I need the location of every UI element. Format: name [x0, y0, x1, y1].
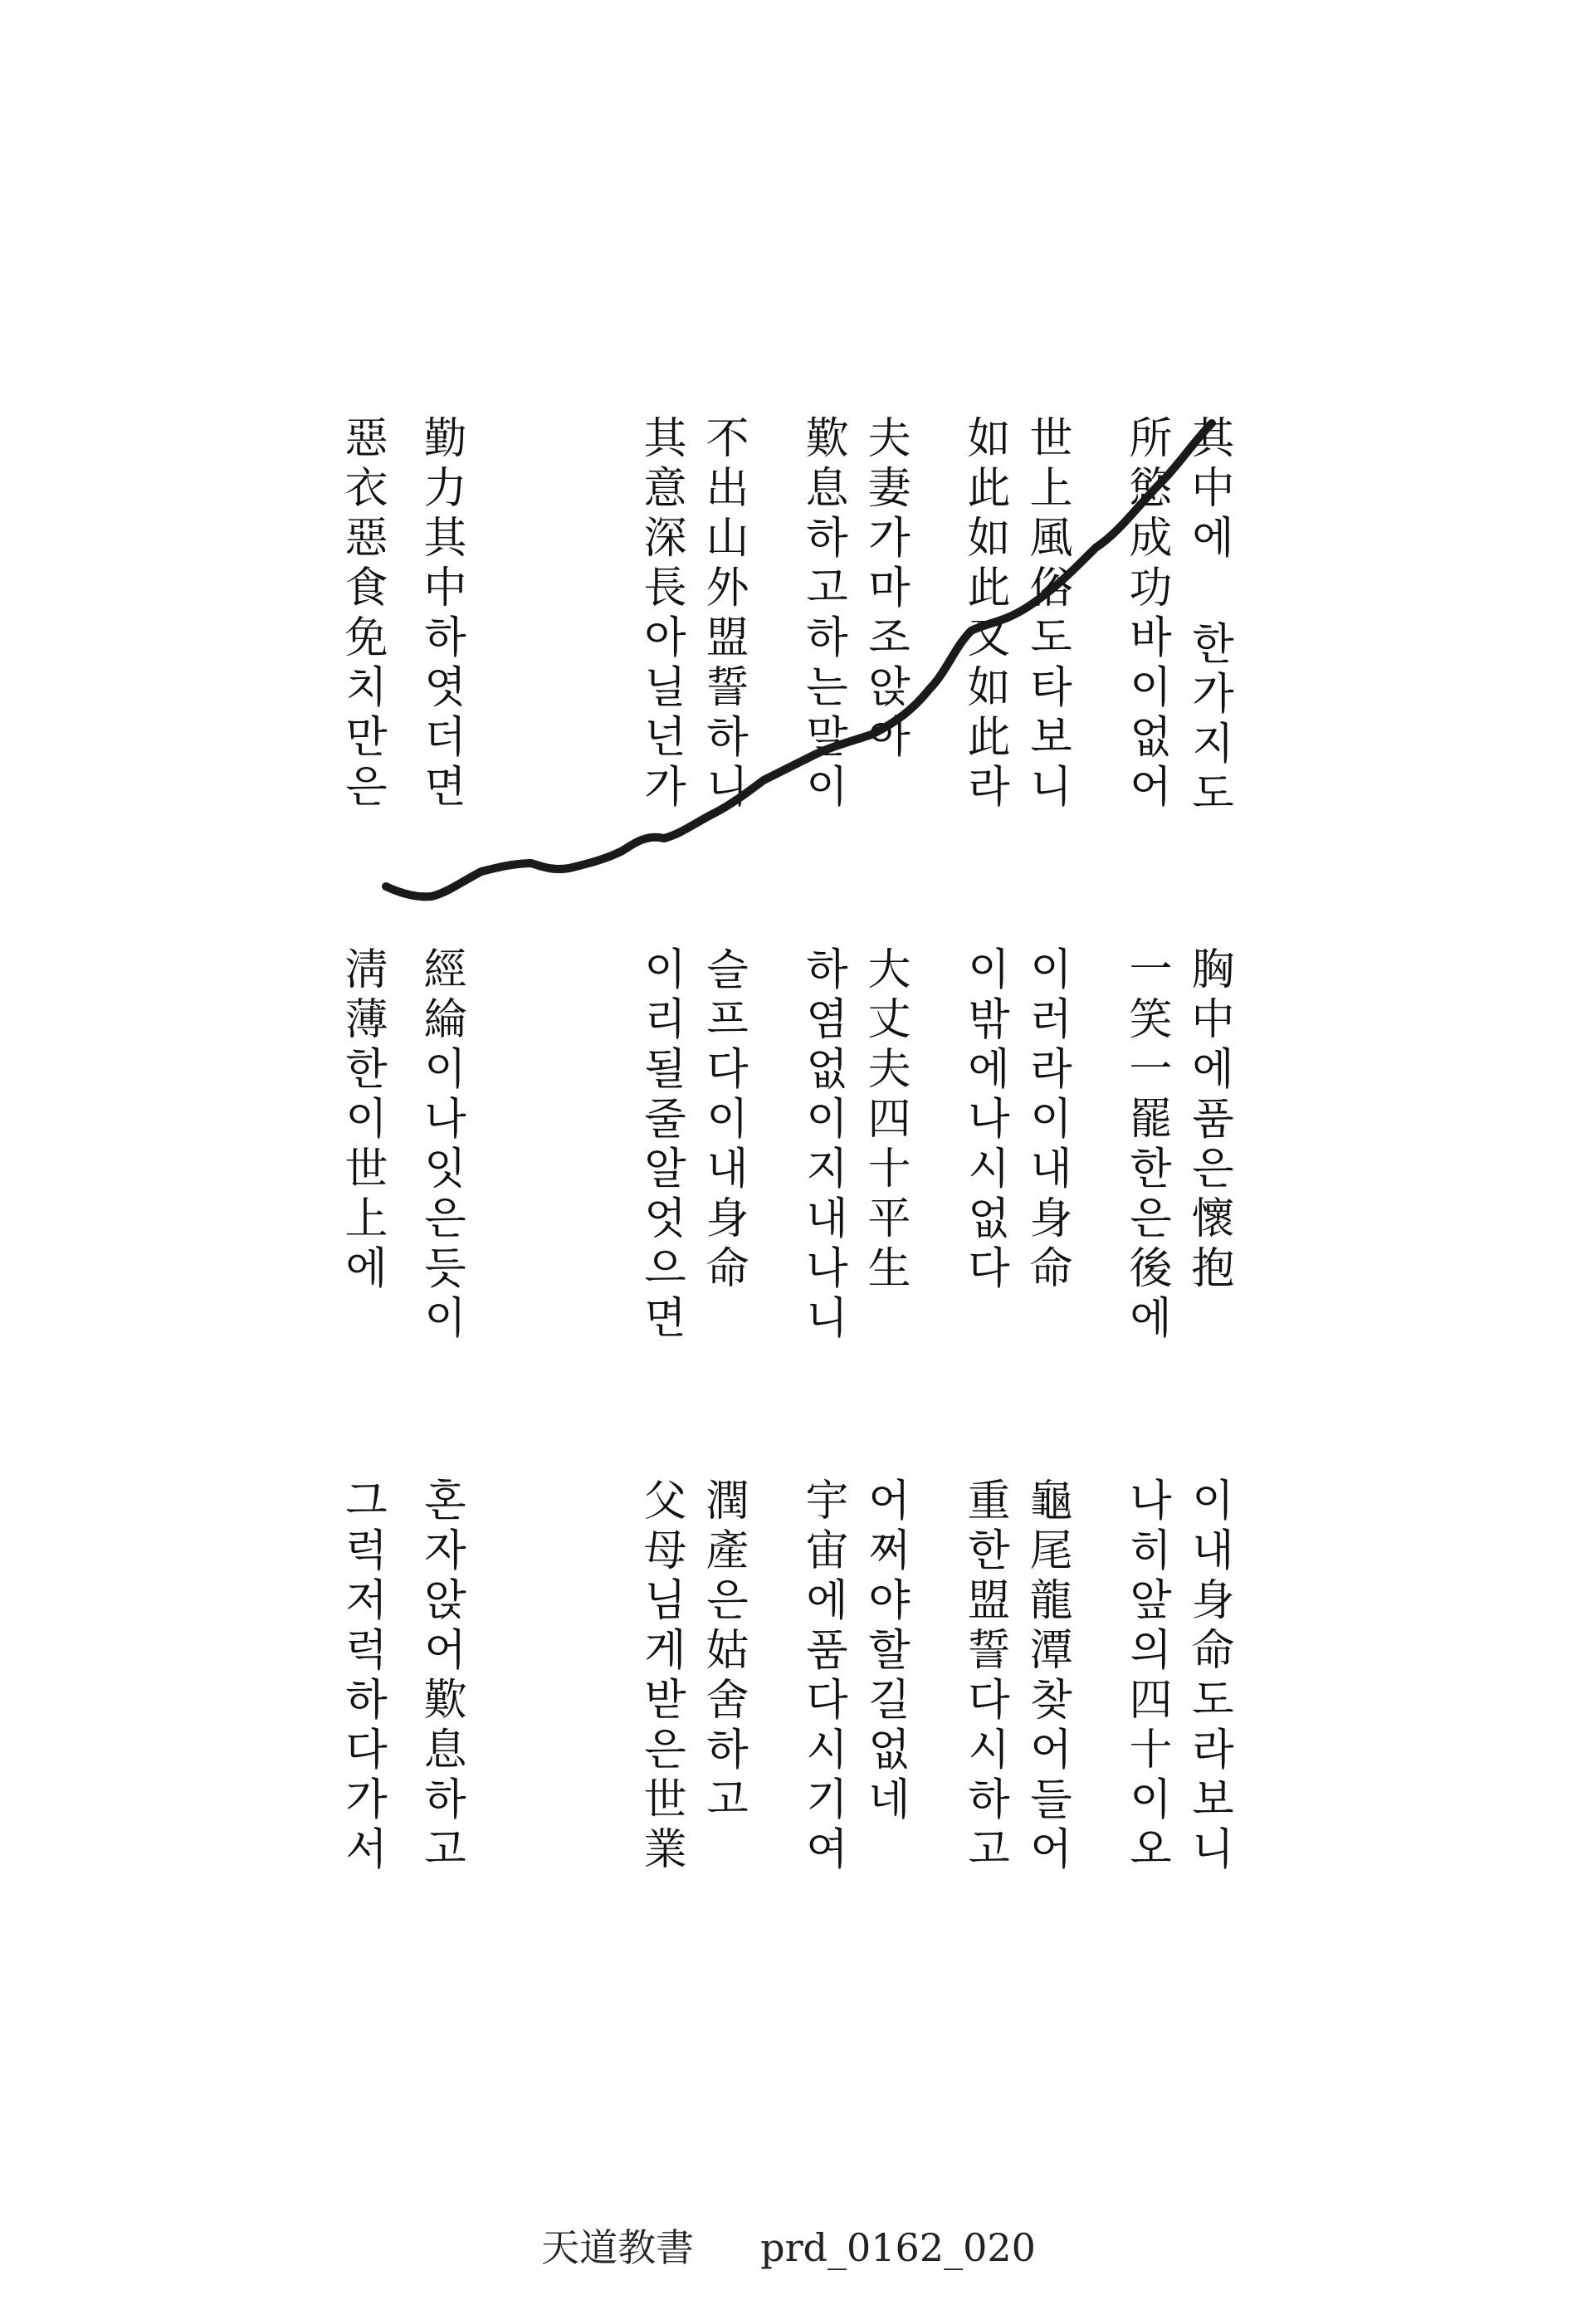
manuscript-column: 其意深長아닐넌가 [636, 415, 686, 813]
manuscript-column: 惡衣惡食免치만은 [337, 415, 387, 813]
manuscript-column: 父母님게받은世業 [636, 1477, 686, 1876]
page-footer [0, 2218, 1577, 2273]
manuscript-column: 이밖에나시없다 [959, 946, 1009, 1295]
manuscript-column: 歎息하고하는말이 [798, 415, 847, 813]
manuscript-column: 이리될줄알엇으면 [636, 946, 686, 1345]
manuscript-column: 나히앞의四十이오 [1121, 1477, 1171, 1876]
manuscript-column: 혼자앉어歎息하고 [416, 1477, 466, 1876]
manuscript-column: 이러라이내身命 [1022, 946, 1072, 1295]
manuscript-column: 經綸이나잇은듯이 [416, 946, 466, 1345]
manuscript-column: 大丈夫四十平生 [860, 946, 910, 1295]
page-identifier: prd_0162_020 [760, 2225, 1036, 2270]
text-block-2 [315, 946, 1270, 1411]
manuscript-column: 勤力其中하엿더면 [416, 415, 466, 813]
manuscript-column: 하염없이지내나니 [798, 946, 847, 1345]
scanned-manuscript [315, 415, 1270, 1950]
manuscript-column: 一笑一罷한은後에 [1121, 946, 1171, 1345]
manuscript-column: 世上風俗도타보니 [1022, 415, 1072, 813]
manuscript-column: 이내身命도라보니 [1184, 1477, 1233, 1876]
manuscript-column: 如此如此又如此라 [959, 415, 1009, 813]
manuscript-column: 不出山外盟誓하니 [698, 415, 748, 813]
manuscript-column: 淸薄한이世上에 [337, 946, 387, 1295]
manuscript-column: 그럭저럭하다가서 [337, 1477, 387, 1876]
manuscript-column: 夫妻가마조앉아 [860, 415, 910, 764]
text-block-3 [315, 1477, 1270, 1942]
manuscript-column: 龜尾龍潭찾어들어 [1022, 1477, 1072, 1876]
manuscript-column: 所慾成功바이없어 [1121, 415, 1171, 813]
manuscript-column: 其中에 한가지도 [1184, 415, 1233, 820]
collection-title: 天道教書 [541, 2225, 695, 2270]
text-block-1 [315, 415, 1270, 930]
manuscript-column: 어쩌야할길없네 [860, 1477, 910, 1826]
manuscript-column: 宇宙에품다시기여 [798, 1477, 847, 1876]
manuscript-column: 胸中에품은懷抱 [1184, 946, 1233, 1295]
manuscript-column: 슬프다이내身命 [698, 946, 748, 1295]
manuscript-column: 潤產은姑舍하고 [698, 1477, 748, 1826]
manuscript-column: 重한盟誓다시하고 [959, 1477, 1009, 1876]
